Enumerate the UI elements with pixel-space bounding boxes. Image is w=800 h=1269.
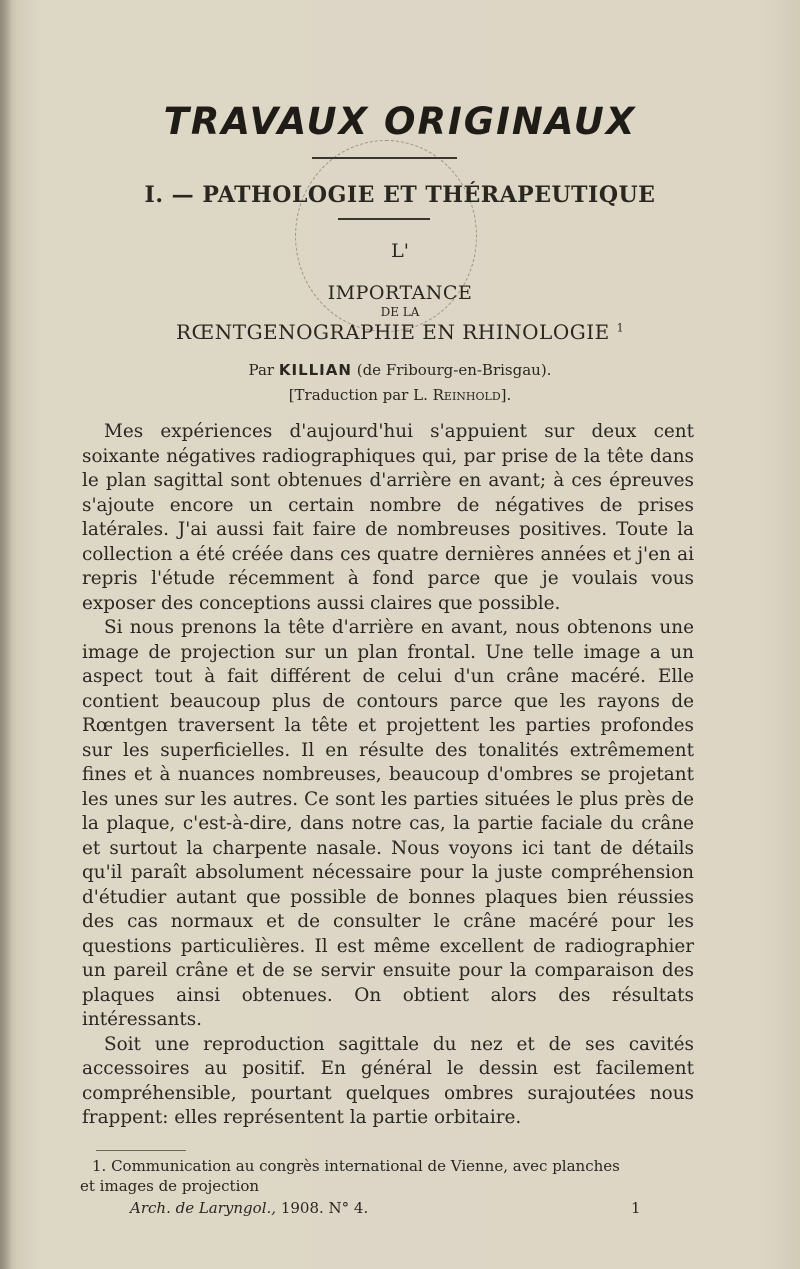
footnote-marker: 1 [616,321,625,335]
paragraph-2: Si nous prenons la tête d'arrière en avant, nous obtenons une image de projection sur un plan frontal. Une telle image a un aspect tout à fait différent de celui d'un crâne macéré. Elle contient beaucoup plus de contours parce que les rayons de Rœntgen traversent la tête et projettent les parties profondes sur les superficielles. Il en résulte des tonalités extrêmement fines et à nuances nombreuses, beaucoup d'ombres se projetant les unes sur les autres. Ce sont les parties situées le plus près de la plaque, c'est-à-dire, dans notre cas, la partie faciale du crâne et surtout la charpente nasale. Nous voyons ici tant de détails qu'il paraît absolument nécessaire pour la juste compréhension d'étudier autant que possible de bonnes plaques bien réussies des cas normaux et de consulter le crâne macéré pour les questions particulières. Il est même excellent de radiographier un pareil crâne et de se servir ensuite pour la comparaison des plaques ainsi obtenues. On obtient alors des résultats intéressants. [82,617,694,1030]
translation-credit [0,386,800,404]
article-title-line2: IMPORTANCE [327,282,473,304]
article-title-text: RŒNTGENOGRAPHIE EN RHINOLOGIE [175,320,610,344]
journal-year-issue: 1908. N° 4. [280,1199,369,1217]
article-title-line3: DE LA [380,305,420,319]
footnote-rule [96,1150,186,1151]
chapter-title: I. — PATHOLOGIE ET THÉRAPEUTIQUE [144,182,656,208]
article-title-line4 [0,320,800,344]
footnote [80,1156,700,1196]
article-body [82,420,694,1131]
journal-name: Arch. de Laryngol., [130,1199,277,1217]
author-name: KILLIAN [278,361,352,379]
footnote-line2: et images de projection [80,1177,260,1195]
byline [0,361,800,379]
journal-reference [130,1199,368,1217]
article-title-line1: L' [391,240,409,262]
author-affiliation: (de Fribourg-en-Brisgau). [356,361,552,379]
footnote-line1: 1. Communication au congrès international de Vienne, avec planches [92,1157,620,1175]
translation-prefix: [Traduction par L. [288,386,428,404]
paragraph-3: Soit une reproduction sagittale du nez et de ses cavités accessoires au positif. En général le dessin est facilement compréhensible, pourtant quelques ombres surajoutées nous frappent: elles représentent la partie orbitaire. [82,1033,694,1128]
paragraph-1: Mes expériences d'aujourd'hui s'appuient sur deux cent soixante négatives radiographiques qui, par prise de la tête dans le plan sagittal sont obtenues d'arrière en avant; à ces épreuves s'ajoute encore un certain nombre de négatives de prises latérales. J'ai aussi fait faire de nombreuses positives. Toute la collection a été créée dans ces quatre dernières années et j'en ai repris l'étude récemment à fond parce que je voulais vous exposer des conceptions aussi claires que possible. [82,421,694,614]
chapter-rule [338,218,430,220]
byline-prefix: Par [248,361,275,379]
translation-suffix: ]. [500,386,512,404]
page-number: 1 [631,1199,641,1217]
translator-name: Reinhold [432,386,501,404]
section-title: TRAVAUX ORIGINAUX [163,100,637,143]
